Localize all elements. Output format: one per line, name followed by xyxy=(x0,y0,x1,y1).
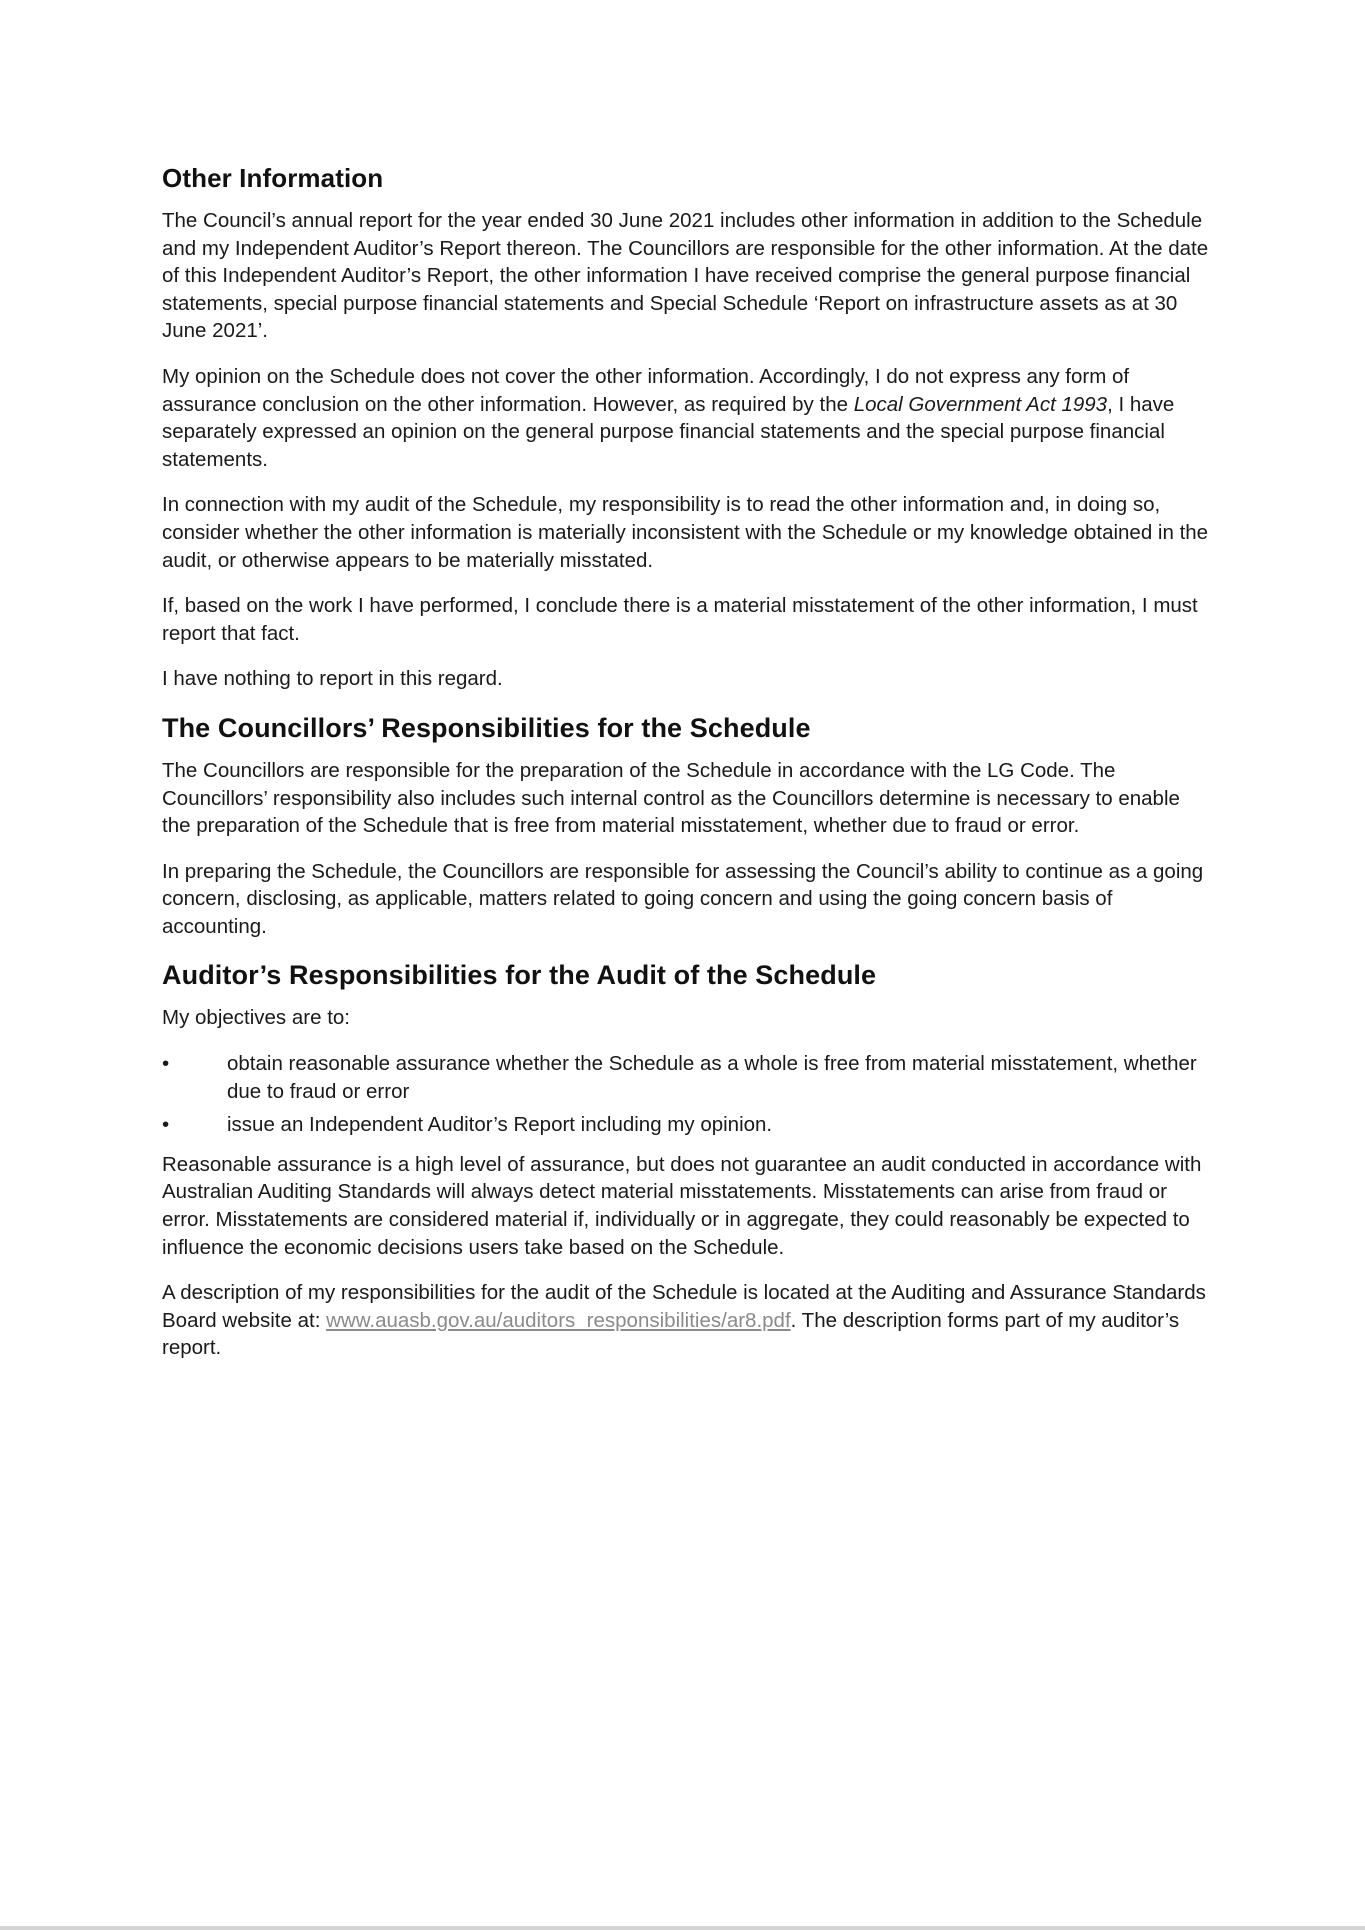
paragraph-other-info-1: The Council’s annual report for the year ended 30 June 2021 includes other information in addition to the Schedule and my Independent Auditor’s Report thereon. The Councillors are responsible for the other information. At the date of this Independent Auditor’s Report, the other information I have received comprise the general purpose financial statements, special purpose financial statements and Special Schedule ‘Report on infrastructure assets as at 30 June 2021’. xyxy=(162,209,1209,343)
bullet-icon: • xyxy=(162,1052,170,1076)
heading-auditor-responsibilities: Auditor’s Responsibilities for the Audit of the Schedule xyxy=(162,960,877,991)
paragraph-councillors-2: In preparing the Schedule, the Councillors are responsible for assessing the Council’s ability to continue as a going concern, disclosing, as applicable, matters related to going concern and using the going concern basis of accounting. xyxy=(162,859,1204,938)
page-bottom-edge xyxy=(0,1926,1365,1930)
paragraph-description-location xyxy=(162,1279,1212,1362)
paragraph-description-end: . The description forms part of my auditor’s report. xyxy=(162,1308,1180,1360)
auasb-link[interactable]: www.auasb.gov.au/auditors_responsibilities/ar8.pdf xyxy=(326,1308,791,1332)
paragraph-other-info-2-end: , I have separately expressed an opinion on the general purpose financial statements and the special purpose financial statements. xyxy=(162,392,1175,471)
heading-councillors-responsibilities: The Councillors’ Responsibilities for the Schedule xyxy=(162,712,811,743)
list-item-text: issue an Independent Auditor’s Report including my opinion. xyxy=(227,1113,773,1137)
paragraph-councillors-1: The Councillors are responsible for the preparation of the Schedule in accordance with the LG Code. The Councillors’ responsibility also includes such internal control as the Councillors determine is necessary to enable the preparation of the Schedule that is free from material misstatement, whether due to fraud or error. xyxy=(162,758,1180,838)
paragraph-description-start: A description of my responsibilities for the audit of the Schedule is located at the Auditing and Assurance Standards Board website at: xyxy=(162,1281,1206,1332)
paragraph-reasonable-assurance: Reasonable assurance is a high level of assurance, but does not guarantee an audit conducted in accordance with Australian Auditing Standards will always detect material misstatements. Misstatements can arise from fraud or error. Misstatements are considered material if, individually or in aggregate, they could reasonably be expected to influence the economic decisions users take based on the Schedule. xyxy=(162,1152,1202,1259)
paragraph-other-info-2 xyxy=(162,363,1212,473)
paragraph-objectives-intro: My objectives are to: xyxy=(162,1006,350,1030)
objectives-list xyxy=(162,1050,1212,1139)
bullet-icon: • xyxy=(162,1113,170,1137)
list-item xyxy=(162,1050,1212,1105)
paragraph-other-info-5: I have nothing to report in this regard. xyxy=(162,667,503,691)
heading-other-information: Other Information xyxy=(162,163,384,193)
paragraph-other-info-2-start: My opinion on the Schedule does not cover the other information. Accordingly, I do not express any form of assurance conclusion on the other information. However, as required by the xyxy=(162,364,1130,416)
list-item-text: obtain reasonable assurance whether the Schedule as a whole is free from material misstatement, whether due to fraud or error xyxy=(227,1052,1197,1103)
act-title: Local Government Act 1993 xyxy=(853,392,1108,416)
paragraph-other-info-3: In connection with my audit of the Schedule, my responsibility is to read the other information and, in doing so, consider whether the other information is materially inconsistent with the Schedule or my knowledge obtained in the audit, or otherwise appears to be materially misstated. xyxy=(162,493,1209,572)
list-item xyxy=(162,1111,1212,1139)
paragraph-other-info-4: If, based on the work I have performed, I conclude there is a material misstatement of the other information, I must report that fact. xyxy=(162,594,1198,645)
document-content xyxy=(162,160,1212,1380)
